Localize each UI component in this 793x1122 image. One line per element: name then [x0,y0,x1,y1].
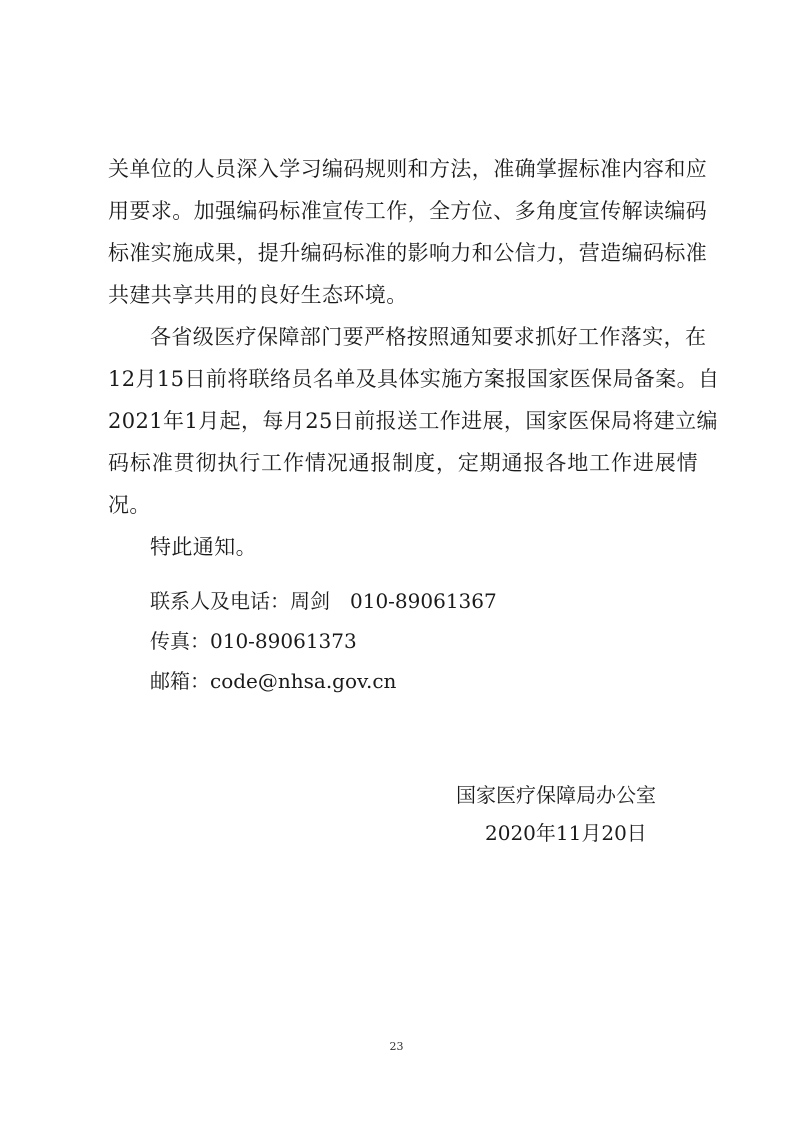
body-line: 2021年1月起，每月25日前报送工作进展，国家医保局将建立编 [108,409,718,433]
body-line: 用要求。加强编码标准宣传工作，全方位、多角度宣传解读编码 [108,199,708,223]
contact-fax: 传真：010-89061373 [150,629,357,653]
page-number: 23 [389,1040,404,1053]
body-line: 标准实施成果，提升编码标准的影响力和公信力，营造编码标准 [108,241,708,265]
body-line: 各省级医疗保障部门要严格按照通知要求抓好工作落实，在 [150,325,707,349]
body-line: 共建共享共用的良好生态环境。 [108,283,408,307]
contact-email: 邮箱：code@nhsa.gov.cn [150,669,397,693]
signature-org: 国家医疗保障局办公室 [456,783,656,807]
contact-person: 联系人及电话：周剑 010-89061367 [150,589,497,613]
body-line: 况。 [108,493,151,517]
body-line: 码标准贯彻执行工作情况通报制度，定期通报各地工作进展情 [108,451,698,475]
notice-text: 特此通知。 [150,535,257,559]
signature-date: 2020年11月20日 [485,821,647,845]
body-line: 关单位的人员深入学习编码规则和方法，准确掌握标准内容和应 [108,157,708,181]
body-line: 12月15日前将联络员名单及具体实施方案报国家医保局备案。自 [108,367,720,391]
